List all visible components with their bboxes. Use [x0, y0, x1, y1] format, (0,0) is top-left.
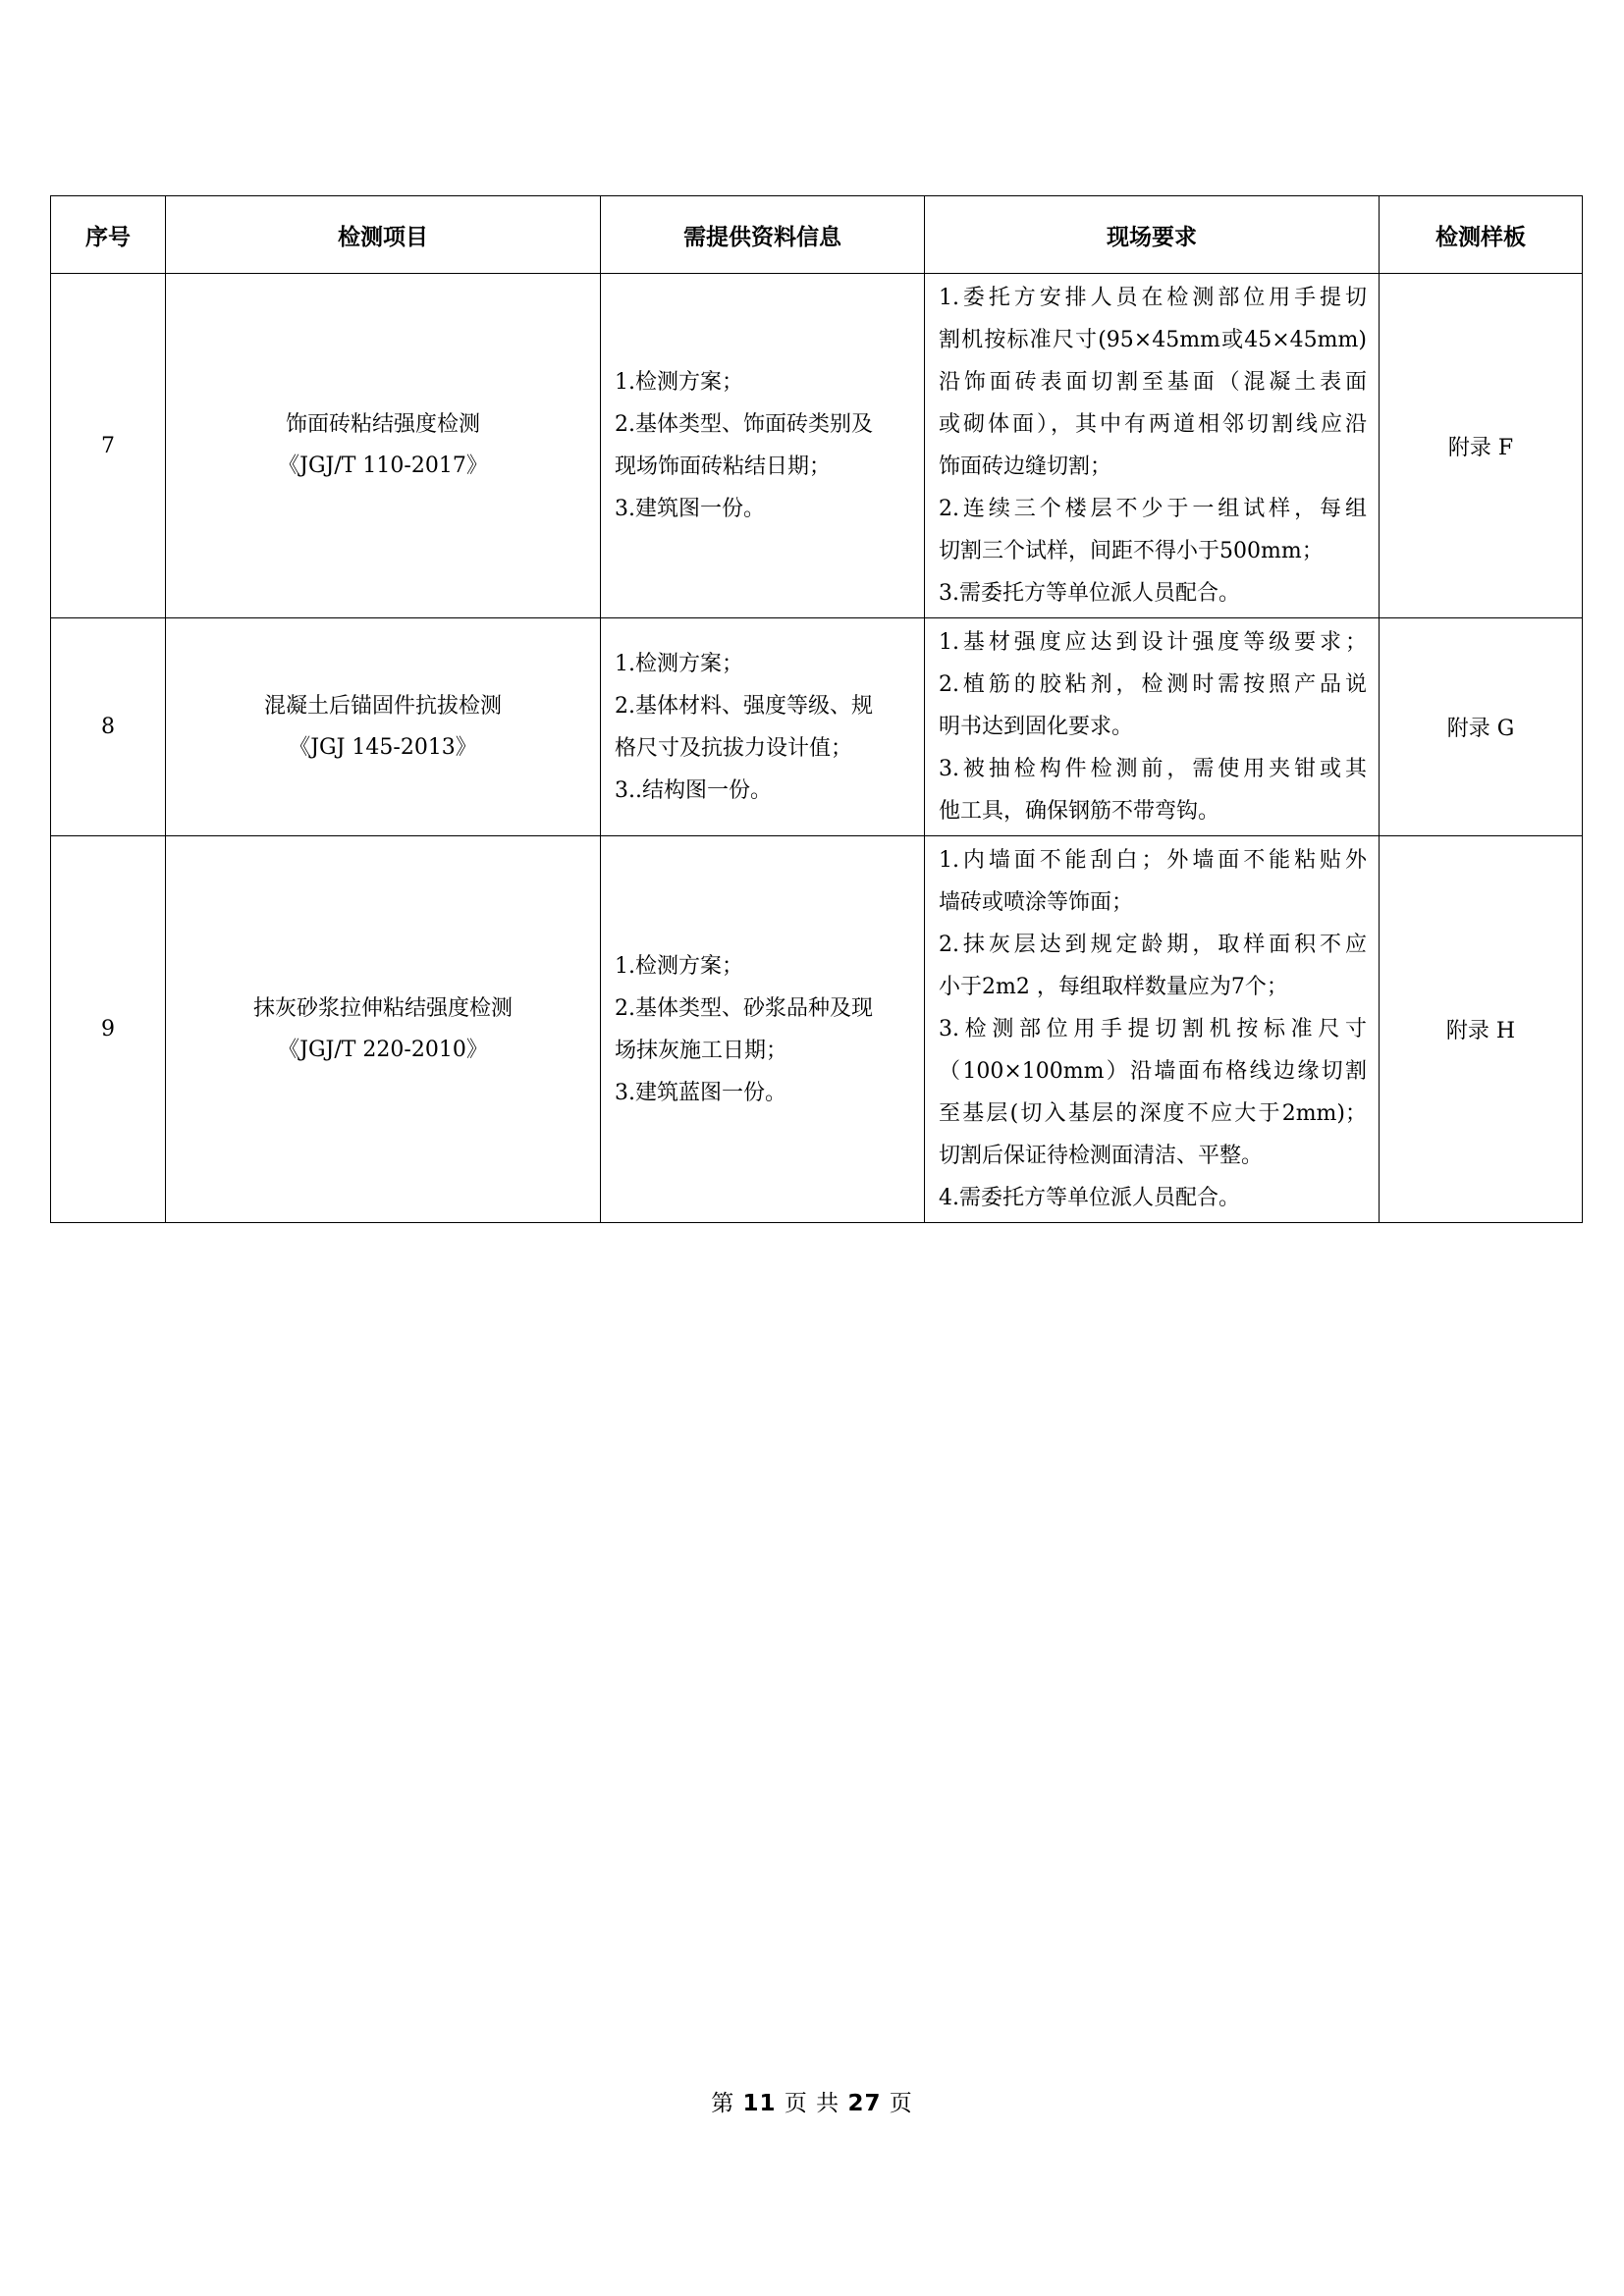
test-item-cell — [166, 836, 601, 1223]
footer-middle: 页 共 — [784, 2091, 840, 2116]
header-test-sample: 检测样板 — [1380, 196, 1583, 274]
test-item-name: 抹灰砂浆拉伸粘结强度检测 — [252, 995, 513, 1021]
requirement-line: 至基层(切入基层的深度不应大于2mm)； — [939, 1101, 1367, 1126]
table-row — [51, 836, 1583, 1223]
required-info-line: 2.基体类型、饰面砖类别及 — [615, 412, 873, 437]
requirement-line: 2.连续三个楼层不少于一组试样，每组 — [939, 497, 1367, 521]
requirement-line: 1.委托方安排人员在检测部位用手提切 — [939, 286, 1367, 310]
requirement-line: 1.基材强度应达到设计强度等级要求； — [939, 630, 1367, 655]
required-info-line: 现场饰面砖粘结日期； — [615, 454, 832, 479]
requirement-line: 切割后保证待检测面清洁、平整。 — [939, 1144, 1264, 1168]
header-test-item: 检测项目 — [166, 196, 601, 274]
requirement-line: 3.检测部位用手提切割机按标准尺寸 — [939, 1017, 1367, 1041]
requirement-line: 饰面砖边缝切割； — [939, 454, 1112, 479]
required-info-cell — [601, 274, 925, 618]
site-requirements-cell — [925, 274, 1380, 618]
site-requirements-cell — [925, 836, 1380, 1223]
test-item-standard: 《JGJ 145-2013》 — [289, 734, 477, 760]
required-info-line: 1.检测方案； — [615, 370, 743, 395]
required-info-line: 1.检测方案； — [615, 953, 743, 979]
inspection-table — [50, 195, 1583, 1223]
requirement-line: 小于2m2 ，每组取样数量应为7个； — [939, 975, 1288, 999]
header-required-info: 需提供资料信息 — [601, 196, 925, 274]
site-requirements-cell — [925, 618, 1380, 836]
serial-no-cell: 7 — [51, 274, 166, 618]
requirement-line: 3.需委托方等单位派人员配合。 — [939, 581, 1240, 606]
requirement-line: 明书达到固化要求。 — [939, 715, 1134, 739]
requirement-line: 沿饰面砖表面切割至基面（混凝土表面 — [939, 370, 1367, 395]
page-footer — [0, 2085, 1624, 2117]
test-sample-cell: 附录 H — [1380, 836, 1583, 1223]
test-item-cell — [166, 618, 601, 836]
requirement-line: 4.需委托方等单位派人员配合。 — [939, 1186, 1240, 1210]
footer-prefix: 第 — [711, 2091, 735, 2116]
requirement-line: 1.内墙面不能刮白；外墙面不能粘贴外 — [939, 848, 1367, 873]
table-row — [51, 618, 1583, 836]
required-info-line: 场抹灰施工日期； — [615, 1038, 788, 1063]
required-info-line: 3.建筑蓝图一份。 — [615, 1080, 786, 1105]
required-info-line: 2.基体类型、砂浆品种及现 — [615, 995, 873, 1021]
current-page-number: 11 — [742, 2091, 777, 2116]
requirement-line: 割机按标准尺寸(95×45mm或45×45mm) — [939, 328, 1367, 352]
table-row — [51, 274, 1583, 618]
footer-suffix: 页 — [889, 2091, 913, 2116]
required-info-line: 3.建筑图一份。 — [615, 497, 765, 521]
test-item-standard: 《JGJ/T 220-2010》 — [278, 1037, 488, 1062]
required-info-line: 2.基体材料、强度等级、规 — [615, 693, 873, 719]
required-info-line: 1.检测方案； — [615, 651, 743, 676]
test-item-name: 饰面砖粘结强度检测 — [285, 412, 480, 437]
requirement-line: 2.抹灰层达到规定龄期，取样面积不应 — [939, 933, 1367, 957]
test-item-standard: 《JGJ/T 110-2017》 — [278, 454, 488, 478]
requirement-line: 或砌体面），其中有两道相邻切割线应沿 — [939, 412, 1367, 437]
requirement-line: 他工具，确保钢筋不带弯钩。 — [939, 799, 1220, 824]
required-info-line: 格尺寸及抗拔力设计值； — [615, 735, 853, 761]
test-sample-cell: 附录 F — [1380, 274, 1583, 618]
requirement-line: 切割三个试样，间距不得小于500mm； — [939, 539, 1324, 563]
requirement-line: 2.植筋的胶粘剂，检测时需按照产品说 — [939, 672, 1367, 697]
required-info-line: 3..结构图一份。 — [615, 777, 772, 803]
requirement-line: （100×100mm）沿墙面布格线边缘切割 — [939, 1059, 1367, 1084]
required-info-cell — [601, 836, 925, 1223]
header-site-requirements: 现场要求 — [925, 196, 1380, 274]
requirement-line: 3.被抽检构件检测前，需使用夹钳或其 — [939, 757, 1367, 781]
total-page-number: 27 — [847, 2091, 882, 2116]
test-item-name: 混凝土后锚固件抗拔检测 — [263, 693, 502, 719]
table-header-row — [51, 196, 1583, 274]
test-item-cell — [166, 274, 601, 618]
header-serial-no: 序号 — [51, 196, 166, 274]
serial-no-cell: 9 — [51, 836, 166, 1223]
serial-no-cell: 8 — [51, 618, 166, 836]
requirement-line: 墙砖或喷涂等饰面； — [939, 890, 1134, 915]
test-sample-cell: 附录 G — [1380, 618, 1583, 836]
required-info-cell — [601, 618, 925, 836]
